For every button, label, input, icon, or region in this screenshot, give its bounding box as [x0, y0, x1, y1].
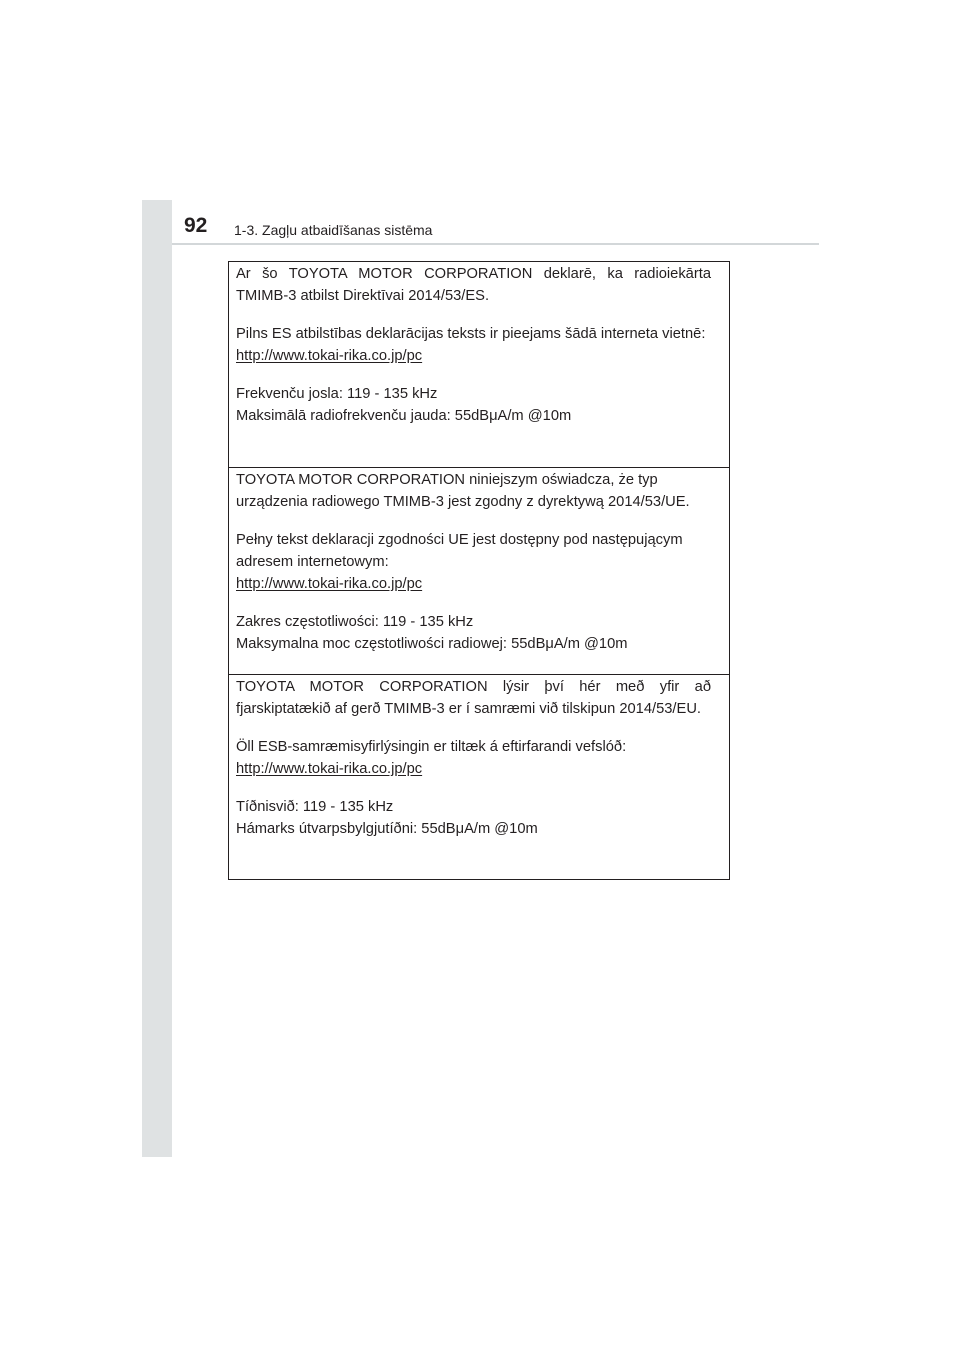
header-divider	[172, 243, 819, 245]
full-text-notice: Pilns ES atbilstības deklarācijas teksts ir pieejams šādā interneta vietnē:	[236, 326, 706, 342]
max-power: Hámarks útvarpsbylgjutíðni: 55dBμA/m @10m	[236, 821, 538, 837]
max-power: Maksymalna moc częstotliwości radiowej: 55dBμA/m @10m	[236, 636, 628, 652]
declaration-statement: TOYOTA MOTOR CORPORATION niniejszym oświadcza, że typ urządzenia radiowego TMIMB-3 jest zgodny z dyrektywą 2014/53/UE.	[236, 472, 690, 510]
declaration-section-latvian	[229, 262, 729, 467]
declaration-box	[228, 261, 730, 880]
full-text-notice: Pełny tekst deklaracji zgodności UE jest dostępny pod następującym adresem internetowym:	[236, 532, 683, 570]
page-number: 92	[184, 214, 208, 237]
frequency-band: Frekvenču josla: 119 - 135 kHz	[236, 386, 438, 402]
section-title: 1-3. Zagļu atbaidīšanas sistēma	[234, 222, 433, 238]
declaration-section-polish	[229, 467, 729, 674]
declaration-statement: TOYOTA MOTOR CORPORATION lýsir því hér með yfir að fjarskiptatækið af gerð TMIMB-3 er í samræmi við tilskipun 2014/53/EU.	[236, 679, 711, 717]
declaration-section-icelandic	[229, 674, 729, 879]
declaration-url-link[interactable]: http://www.tokai-rika.co.jp/pc	[236, 761, 423, 777]
max-power: Maksimālā radiofrekvenču jauda: 55dBμA/m @10m	[236, 408, 572, 424]
full-text-notice: Öll ESB-samræmisyfirlýsingin er tiltæk á eftirfarandi vefslóð:	[236, 739, 627, 755]
frequency-band: Tíðnisvið: 119 - 135 kHz	[236, 799, 394, 815]
declaration-url-link[interactable]: http://www.tokai-rika.co.jp/pc	[236, 348, 423, 364]
side-strip	[142, 200, 172, 1157]
declaration-url-link[interactable]: http://www.tokai-rika.co.jp/pc	[236, 576, 423, 592]
declaration-statement: Ar šo TOYOTA MOTOR CORPORATION deklarē, ka radioiekārta TMIMB-3 atbilst Direktīvai 2014/53/ES.	[236, 266, 711, 304]
frequency-band: Zakres częstotliwości: 119 - 135 kHz	[236, 614, 474, 630]
